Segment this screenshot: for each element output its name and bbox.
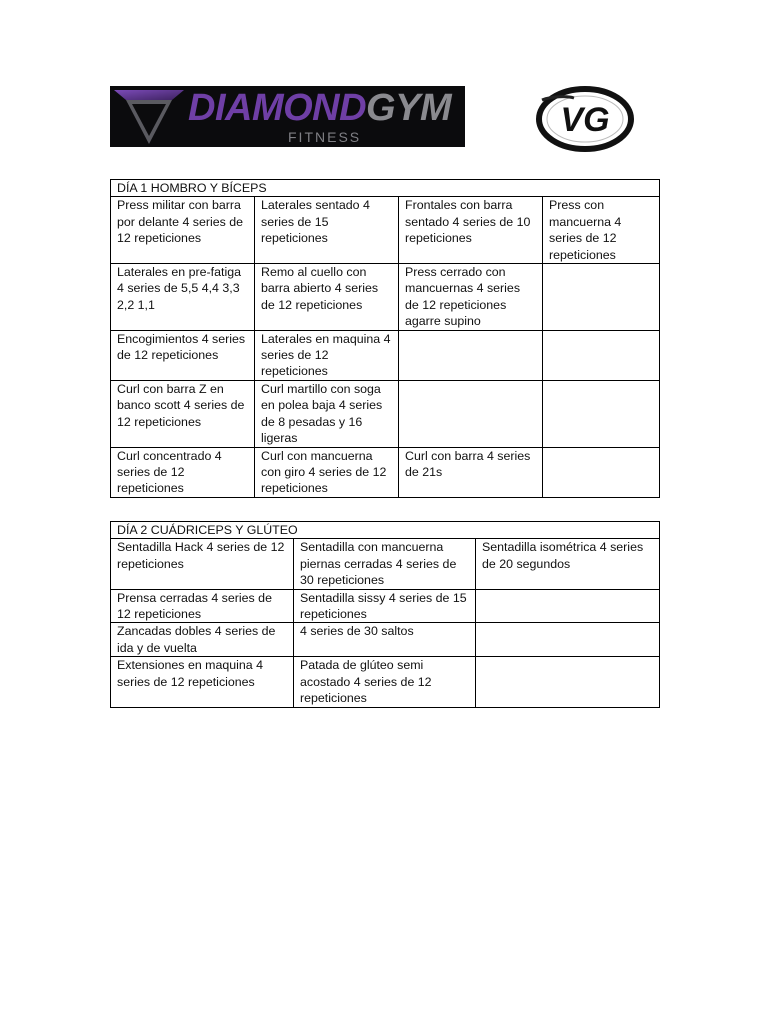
table-cell: Curl concentrado 4 series de 12 repeticiones	[111, 447, 255, 497]
table-cell	[543, 447, 660, 497]
day2-title: DÍA 2 CUÁDRICEPS Y GLÚTEO	[111, 522, 660, 539]
table-cell	[476, 589, 660, 623]
day2-table	[110, 521, 660, 708]
table-row	[111, 380, 660, 447]
table-cell	[476, 623, 660, 657]
table-cell: Sentadilla isométrica 4 series de 20 segundos	[476, 539, 660, 589]
table-cell: Sentadilla sissy 4 series de 15 repeticiones	[294, 589, 476, 623]
table-cell	[543, 330, 660, 380]
vg-logo	[528, 86, 636, 152]
table-cell: Curl con mancuerna con giro 4 series de 12 repeticiones	[255, 447, 399, 497]
diamond-gym-logo	[110, 86, 465, 147]
table-cell: Curl martillo con soga en polea baja 4 series de 8 pesadas y 16 ligeras	[255, 380, 399, 447]
diamond-icon	[110, 86, 190, 147]
table-cell: Curl con barra 4 series de 21s	[399, 447, 543, 497]
day1-table	[110, 179, 660, 498]
table-row	[111, 589, 660, 623]
table-cell: Sentadilla Hack 4 series de 12 repeticiones	[111, 539, 294, 589]
table-cell: Laterales en maquina 4 series de 12 repeticiones	[255, 330, 399, 380]
table-row	[111, 264, 660, 331]
table-row	[111, 623, 660, 657]
table-cell	[476, 657, 660, 707]
vg-mark: VG	[560, 101, 610, 139]
table-cell: Frontales con barra sentado 4 series de 10 repeticiones	[399, 197, 543, 264]
table-row	[111, 197, 660, 264]
table-cell	[399, 380, 543, 447]
table-cell: Prensa cerradas 4 series de 12 repeticiones	[111, 589, 294, 623]
table-cell: Encogimientos 4 series de 12 repeticiones	[111, 330, 255, 380]
table-cell: Laterales en pre-fatiga 4 series de 5,5 4,4 3,3 2,2 1,1	[111, 264, 255, 331]
brand-subtitle: FITNESS	[288, 129, 362, 145]
table-cell: Curl con barra Z en banco scott 4 series de 12 repeticiones	[111, 380, 255, 447]
table-cell: Remo al cuello con barra abierto 4 series de 12 repeticiones	[255, 264, 399, 331]
day1-title: DÍA 1 HOMBRO Y BÍCEPS	[111, 180, 660, 197]
brand-name: DIAMONDGYM	[188, 87, 452, 129]
table-cell: Press con mancuerna 4 series de 12 repeticiones	[543, 197, 660, 264]
table-cell: Zancadas dobles 4 series de ida y de vuelta	[111, 623, 294, 657]
table-cell	[543, 264, 660, 331]
table-row	[111, 539, 660, 589]
table-cell: Extensiones en maquina 4 series de 12 repeticiones	[111, 657, 294, 707]
table-cell: Press militar con barra por delante 4 series de 12 repeticiones	[111, 197, 255, 264]
table-cell: Patada de glúteo semi acostado 4 series de 12 repeticiones	[294, 657, 476, 707]
table-row	[111, 657, 660, 707]
table-row	[111, 447, 660, 497]
table-cell	[543, 380, 660, 447]
table-cell: 4 series de 30 saltos	[294, 623, 476, 657]
table-cell: Sentadilla con mancuerna piernas cerradas 4 series de 30 repeticiones	[294, 539, 476, 589]
table-row	[111, 330, 660, 380]
table-cell	[399, 330, 543, 380]
table-cell: Laterales sentado 4 series de 15 repeticiones	[255, 197, 399, 264]
table-cell: Press cerrado con mancuernas 4 series de 12 repeticiones agarre supino	[399, 264, 543, 331]
